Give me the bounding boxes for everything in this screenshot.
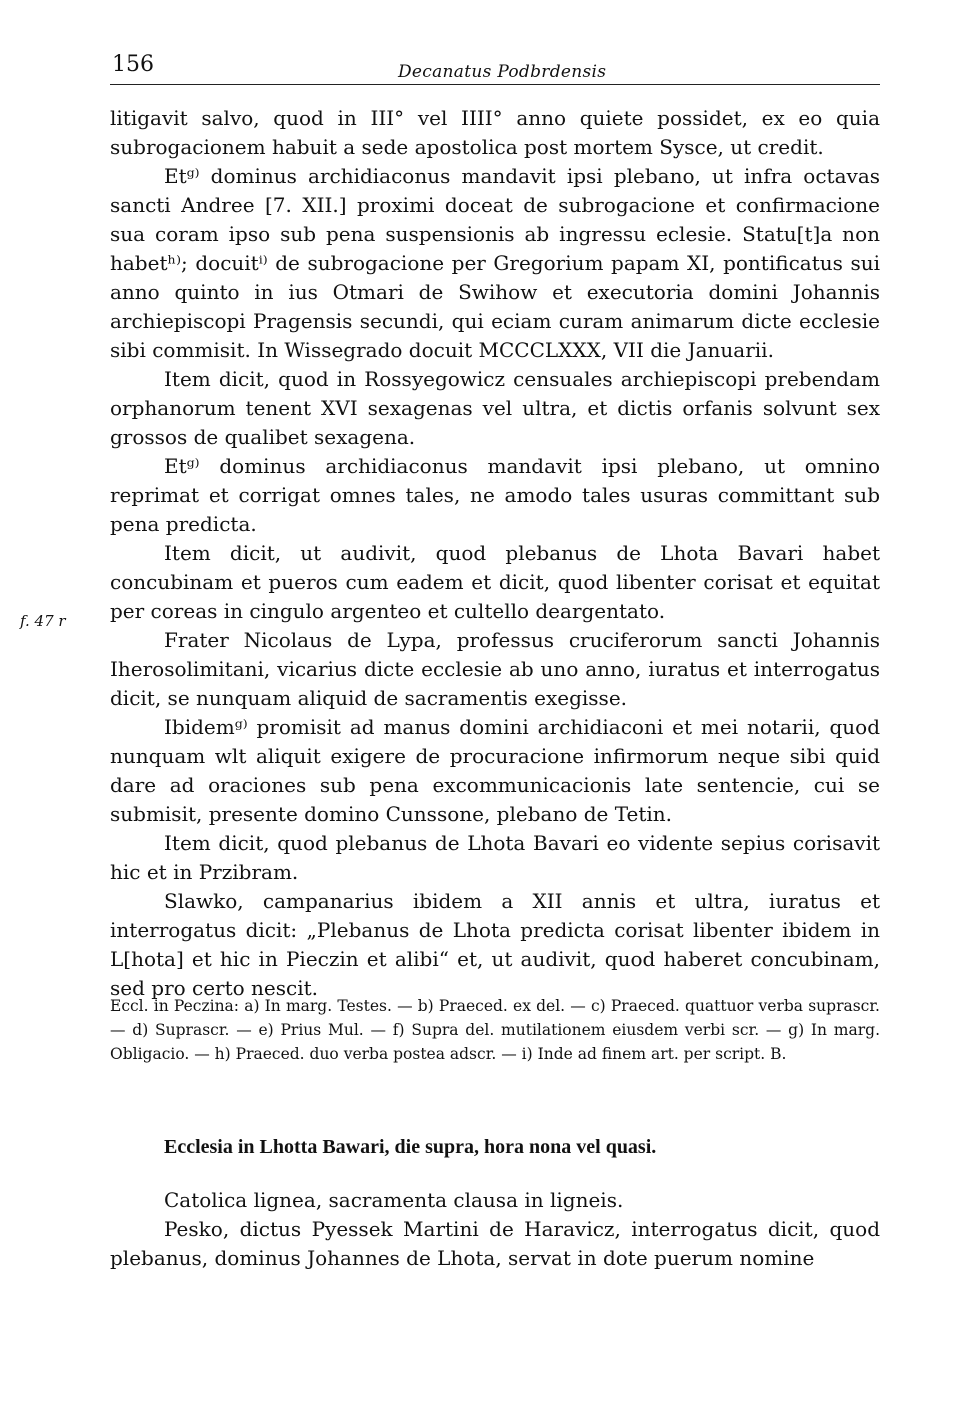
tail-paragraph-2: Pesko, dictus Pyessek Martini de Haravicz, interrogatus dicit, quod plebanus, dominus Johannes de Lhota, servat in dote puerum nomine — [110, 1217, 880, 1270]
paragraph-2: Etᵍ⁾ dominus archidiaconus mandavit ipsi plebano, ut infra octavas sancti Andree [7. XII.] proximi doceat de subrogacione et confirmacione sua coram ipso sub pena suspensionis ab ingressu eclesie. Statu[t]a non habetʰ⁾; docuitⁱ⁾ de subrogacione per Gregorium papam XI, pontificatus sui anno quinto in ius Otmari de Swihow et executoria domini Johannis archiepiscopi Pragensis secundi, qui eciam curam animarum dicte ecclesie sibi commisit. In Wissegrado docuit MCCCLXXX, VII die Januarii. — [110, 164, 880, 362]
paragraph-4: Etᵍ⁾ dominus archidiaconus mandavit ipsi plebano, ut omnino reprimat et corrigat omnes tales, ne amodo tales usuras committant sub pena predicta. — [110, 454, 880, 536]
paragraph-9: Slawko, campanarius ibidem a XII annis et ultra, iuratus et interrogatus dicit: „Plebanus de Lhota predicta corisat libenter ibidem in L[hota] et hic in Pieczin et alibi“ et, ut audivit, quod haberet concubinam, sed pro certo nescit. — [110, 889, 880, 1000]
page-number: 156 — [112, 52, 154, 77]
footnotes: Eccl. in Peczina: a) In marg. Testes. — b) Praeced. ex del. — c) Praeced. quattuor verba suprascr. — d) Suprascr. — e) Prius Mul. — f) Supra del. mutilationem eiusdem verbi scr. — g) In marg. Obligacio. — h) Praeced. duo verba postea adscr. — i) Inde ad finem art. per script. B. — [110, 997, 880, 1063]
paragraph-1: litigavit salvo, quod in III° vel IIII° anno quiete possidet, ex eo quia subrogacionem habuit a sede apostolica post mortem Sysce, ut credit. — [110, 106, 880, 159]
header-rule — [110, 84, 880, 85]
paragraph-6: Frater Nicolaus de Lypa, professus cruciferorum sancti Johannis Iherosolimitani, vicarius dicte ecclesie ab uno anno, iuratus et interrogatus dicit, se nunquam aliquid de sacramentis exegisse. — [110, 628, 880, 710]
paragraph-8: Item dicit, quod plebanus de Lhota Bavari eo vidente sepius corisavit hic et in Przibram. — [110, 831, 880, 884]
paragraph-3: Item dicit, quod in Rossyegowicz censuales archiepiscopi prebendam orphanorum tenent XVI sexagenas vel ultra, et dictis orfanis solvunt sex grossos de qualibet sexagena. — [110, 367, 880, 449]
paragraph-5: Item dicit, ut audivit, quod plebanus de Lhota Bavari habet concubinam et pueros cum eadem et dicit, quod libenter corisat et equitat per coreas in cingulo argenteo et cultello deargentato. — [110, 541, 880, 623]
paragraph-7: Ibidemᵍ⁾ promisit ad manus domini archidiaconi et mei notarii, quod nunquam wlt aliquit exigere de procuracione infirmorum neque sibi quid dare ad oraciones sub pena excommunicacionis late sentencie, cui se submisit, presente domino Cunssone, plebano de Tetin. — [110, 715, 880, 826]
section-text — [110, 1186, 880, 1273]
margin-folio-note: f. 47 r — [20, 612, 66, 630]
running-title: Decanatus Podbrdensis — [398, 62, 607, 82]
tail-paragraph-1: Catolica lignea, sacramenta clausa in ligneis. — [164, 1188, 624, 1212]
main-text — [110, 104, 880, 1003]
section-heading: Ecclesia in Lhotta Bawari, die supra, hora nona vel quasi. — [164, 1136, 657, 1158]
